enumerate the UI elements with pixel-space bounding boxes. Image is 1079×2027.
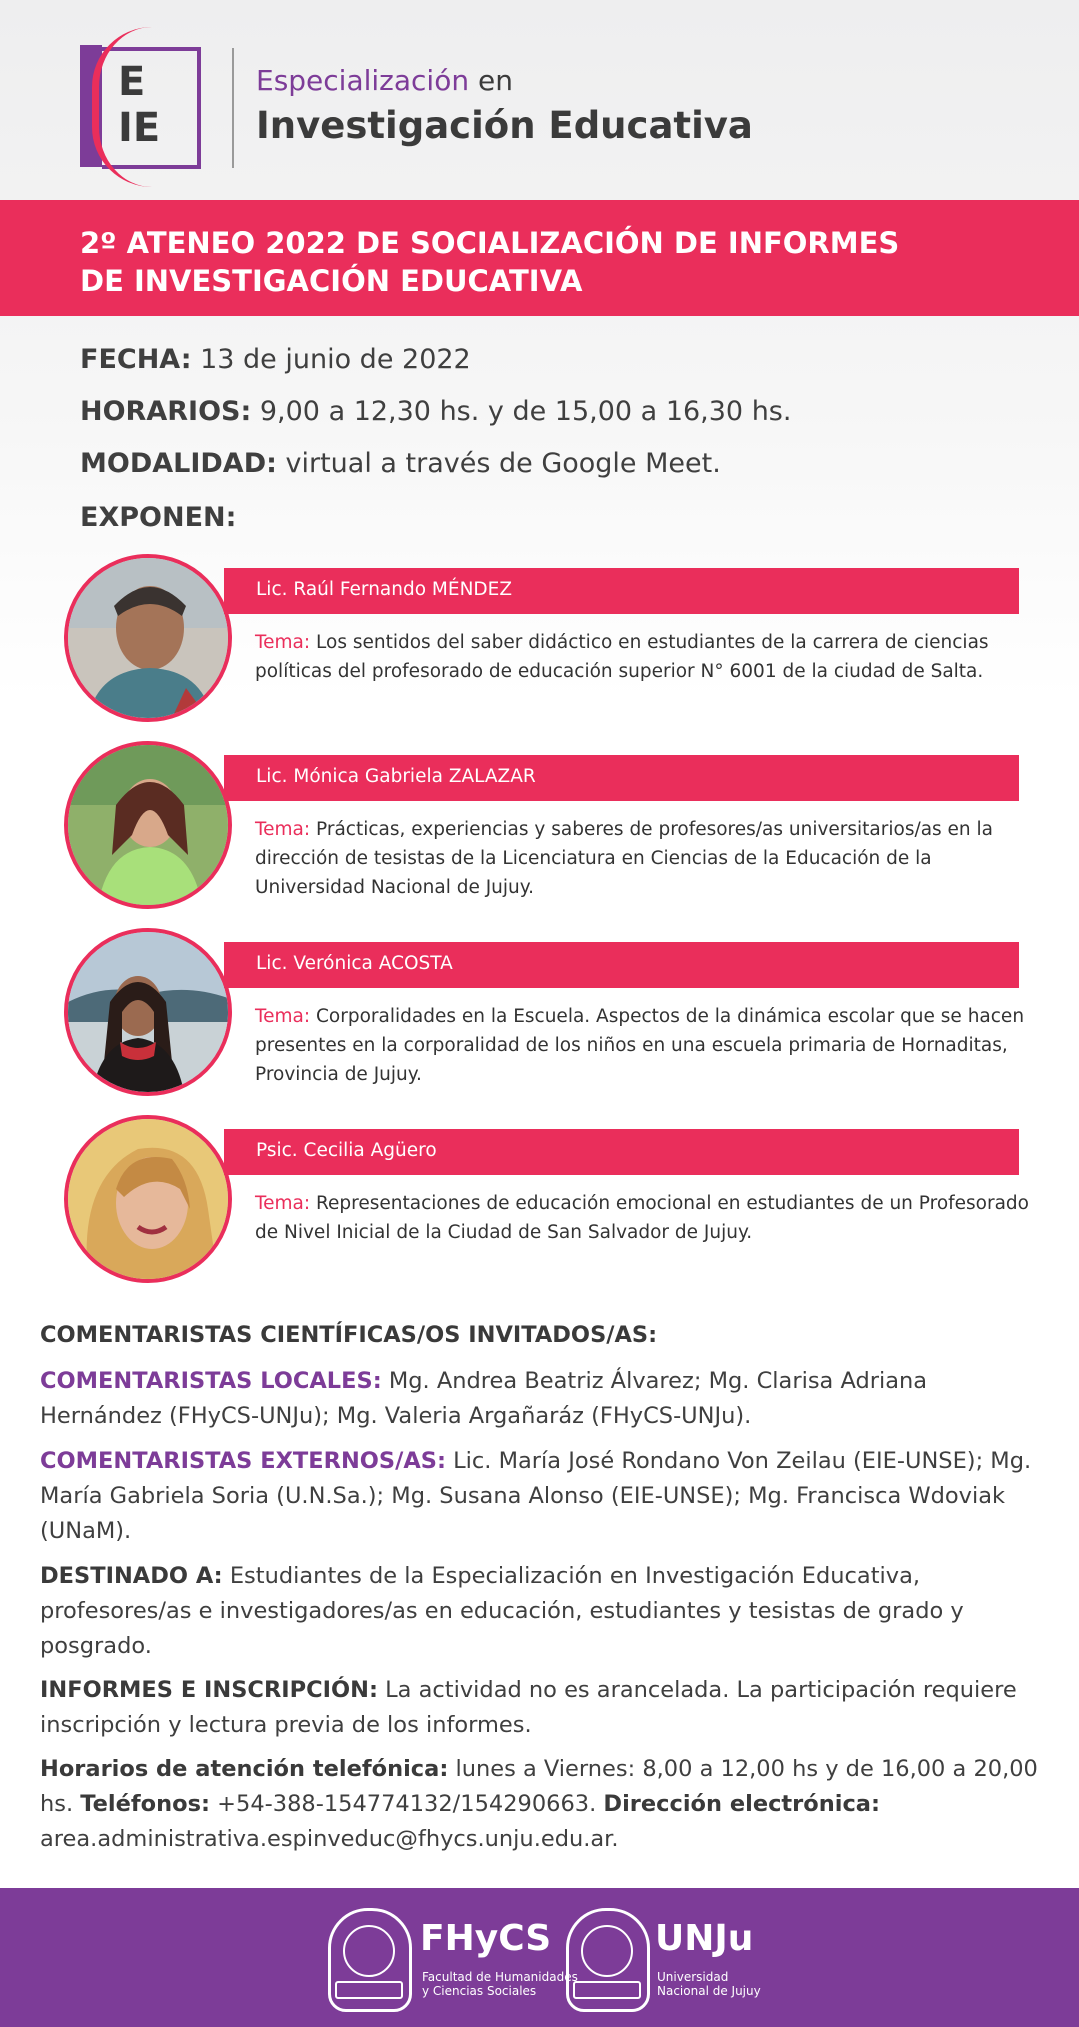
speaker-photo (64, 928, 232, 1096)
speaker-tema (255, 628, 1030, 686)
informes-section (40, 1673, 1040, 1743)
speaker-tema (255, 815, 1030, 902)
fecha-label: FECHA: (80, 344, 192, 375)
speaker-name-bar (224, 1129, 1019, 1175)
speaker-photo (64, 741, 232, 909)
header-divider (232, 48, 234, 168)
speaker-photo-image (68, 1119, 228, 1279)
contacto-horarios-label: Horarios de atención telefónica: (40, 1756, 449, 1782)
logo-letter-e: E (118, 59, 146, 105)
exponen-label: EXPONEN: (80, 502, 237, 533)
modalidad-label: MODALIDAD: (80, 448, 277, 479)
speaker-card (0, 928, 1079, 1098)
tema-label: Tema: (255, 819, 317, 840)
externos-label: COMENTARISTAS EXTERNOS/AS: (40, 1448, 446, 1474)
event-title (80, 224, 1040, 300)
modalidad-row (80, 448, 721, 479)
speaker-photo-image (68, 745, 228, 905)
speaker-name-bar (224, 755, 1019, 801)
header (0, 0, 1079, 200)
exponen-row (80, 502, 236, 533)
locales-value: Mg. Andrea Beatriz Álvarez; Mg. Clarisa Adriana Hernández (FHyCS-UNJu); Mg. Valeria Argañaráz (FHyCS-UNJu). (40, 1368, 928, 1429)
unju-logo-text: UNJu (655, 1918, 754, 1959)
informes-value: La actividad no es arancelada. La participación requiere inscripción y lectura previa de los informes. (40, 1677, 1017, 1738)
telefonos-label: Teléfonos: (80, 1791, 211, 1817)
footer (0, 1888, 1079, 2027)
speaker-card (0, 554, 1079, 724)
event-banner (0, 200, 1079, 316)
fhycs-subtitle-line2: y Ciencias Sociales (422, 1984, 537, 1998)
logo-letters-ie: IE (118, 105, 161, 151)
speaker-photo-image (68, 558, 228, 718)
speaker-tema (255, 1002, 1030, 1089)
tema-text: Representaciones de educación emocional en estudiantes de un Profesorado de Nivel Inicial de la Ciudad de San Salvador de Jujuy. (255, 1193, 1029, 1243)
event-title-line2: DE INVESTIGACIÓN EDUCATIVA (80, 264, 583, 298)
unju-subtitle (657, 1970, 761, 1998)
speaker-name: Lic. Raúl Fernando MÉNDEZ (256, 579, 513, 600)
unju-seal-icon (566, 1908, 650, 2012)
tema-label: Tema: (255, 1006, 317, 1027)
unju-subtitle-line1: Universidad (657, 1970, 729, 1984)
seal-band (573, 1981, 641, 1999)
destinado-section (40, 1559, 1040, 1664)
speaker-card (0, 1115, 1079, 1285)
speaker-name: Psic. Cecilia Agüero (256, 1140, 437, 1161)
fhycs-subtitle-line1: Facultad de Humanidades (422, 1970, 578, 1984)
modalidad-value: virtual a través de Google Meet. (276, 448, 721, 479)
tema-text: Los sentidos del saber didáctico en estudiantes de la carrera de ciencias políticas del profesorado de educación superior N° 6001 de la ciudad de Salta. (255, 632, 989, 682)
fhycs-subtitle (422, 1970, 578, 1998)
fecha-value: 13 de junio de 2022 (191, 344, 471, 375)
informes-label: INFORMES E INSCRIPCIÓN: (40, 1677, 378, 1703)
horarios-label: HORARIOS: (80, 396, 252, 427)
tema-label: Tema: (255, 632, 317, 653)
tema-label: Tema: (255, 1193, 317, 1214)
telefonos-value: +54-388-154774132/154290663. (210, 1791, 604, 1817)
horarios-value: 9,00 a 12,30 hs. y de 15,00 a 16,30 hs. (251, 396, 792, 427)
email-label: Dirección electrónica: (603, 1791, 880, 1817)
header-title-line1 (256, 64, 513, 97)
speaker-name-bar (224, 568, 1019, 614)
comentaristas-heading-text: COMENTARISTAS CIENTÍFICAS/OS INVITADOS/AS: (40, 1322, 658, 1348)
destinado-value: Estudiantes de la Especialización en Investigación Educativa, profesores/as e investigadores/as en educación, estudiantes y tesistas de grado y posgrado. (40, 1563, 964, 1659)
tema-text: Prácticas, experiencias y saberes de profesores/as universitarios/as en la dirección de tesistas de la Licenciatura en Ciencias de la Educación de la Universidad Nacional de Jujuy. (255, 819, 994, 898)
fhycs-seal-icon (328, 1908, 412, 2012)
speaker-photo (64, 554, 232, 722)
tema-text: Corporalidades en la Escuela. Aspectos de la dinámica escolar que se hacen presentes en la corporalidad de los niños en una escuela primaria de Hornaditas, Provincia de Jujuy. (255, 1006, 1025, 1085)
contacto-section (40, 1752, 1040, 1857)
speaker-tema (255, 1189, 1030, 1247)
speaker-photo-image (68, 932, 228, 1092)
destinado-label: DESTINADO A: (40, 1563, 223, 1589)
email-value[interactable]: area.administrativa.espinveduc@fhycs.unju.edu.ar. (40, 1826, 619, 1852)
speaker-name-bar (224, 942, 1019, 988)
contacto-horarios-value: lunes a Viernes: 8,00 a 12,00 hs y de 16,00 a 20,00 hs. (40, 1756, 1038, 1817)
seal-emblem (581, 1925, 633, 1977)
speaker-name: Lic. Mónica Gabriela ZALAZAR (256, 766, 536, 787)
horarios-row (80, 396, 791, 427)
externos-value: Lic. María José Rondano Von Zeilau (EIE-UNSE); Mg. María Gabriela Soria (U.N.Sa.); Mg. Susana Alonso (EIE-UNSE); Mg. Francisca Wdoviak (UNaM). (40, 1448, 1032, 1544)
speaker-name: Lic. Verónica ACOSTA (256, 953, 453, 974)
eie-logo (80, 45, 202, 167)
seal-band (335, 1981, 403, 1999)
event-title-line1: 2º ATENEO 2022 DE SOCIALIZACIÓN DE INFORMES (80, 226, 900, 260)
comentaristas-locales (40, 1364, 1040, 1434)
locales-label: COMENTARISTAS LOCALES: (40, 1368, 382, 1394)
header-title-line2: Investigación Educativa (256, 104, 753, 147)
title-en: en (477, 64, 513, 97)
comentaristas-heading (40, 1318, 1040, 1353)
fecha-row (80, 344, 471, 375)
unju-subtitle-line2: Nacional de Jujuy (657, 1984, 761, 1998)
seal-emblem (343, 1925, 395, 1977)
speaker-card (0, 741, 1079, 911)
comentaristas-externos (40, 1444, 1040, 1549)
logo-letters (118, 59, 160, 151)
fhycs-logo-text: FHyCS (420, 1918, 552, 1959)
speaker-photo (64, 1115, 232, 1283)
title-especializacion: Especialización (256, 64, 470, 97)
